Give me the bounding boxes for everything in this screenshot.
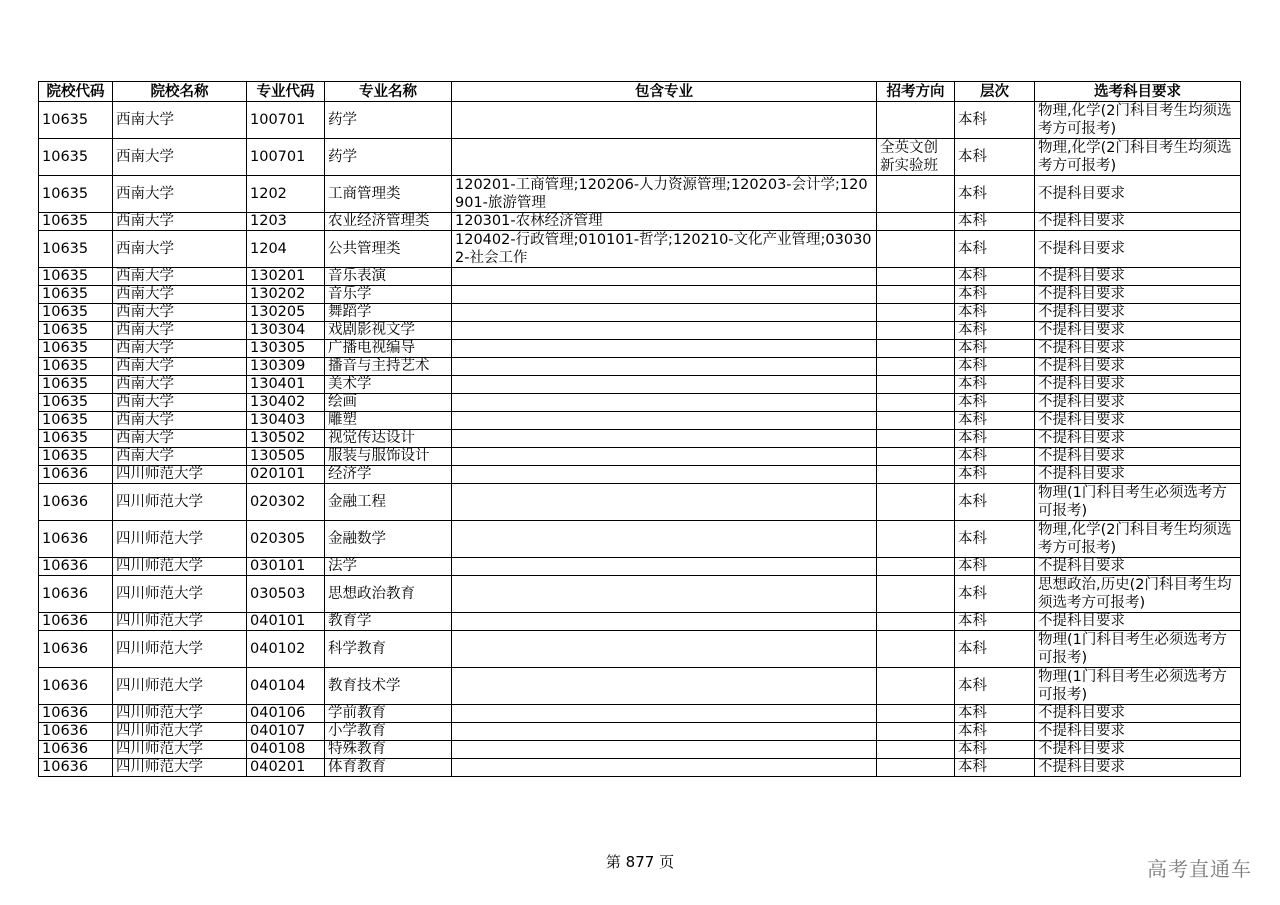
major-name-cell: 学前教育 [325,705,452,723]
subject-requirement-cell: 不提科目要求 [1035,613,1241,631]
direction-cell [877,668,955,705]
included-majors-cell [452,268,877,286]
included-majors-cell [452,430,877,448]
major-code-cell: 130205 [247,304,325,322]
school-name-cell: 四川师范大学 [113,723,247,741]
subject-requirement-cell: 不提科目要求 [1035,466,1241,484]
school-name-cell: 四川师范大学 [113,759,247,777]
school-name-cell: 西南大学 [113,376,247,394]
major-code-cell: 100701 [247,102,325,139]
direction-cell: 全英文创新实验班 [877,139,955,176]
included-majors-cell [452,484,877,521]
direction-cell [877,466,955,484]
direction-cell [877,484,955,521]
level-cell: 本科 [955,268,1035,286]
direction-cell [877,558,955,576]
table-row [39,304,1241,322]
direction-cell [877,102,955,139]
included-majors-cell [452,102,877,139]
school-name-cell: 四川师范大学 [113,631,247,668]
level-cell: 本科 [955,723,1035,741]
school-code-cell: 10636 [39,705,113,723]
major-code-cell: 130403 [247,412,325,430]
watermark: 高考直通车 [1147,857,1252,881]
school-name-cell: 四川师范大学 [113,741,247,759]
school-code-cell: 10635 [39,213,113,231]
major-name-cell: 金融数学 [325,521,452,558]
major-name-cell: 视觉传达设计 [325,430,452,448]
major-name-cell: 音乐学 [325,286,452,304]
school-name-cell: 四川师范大学 [113,558,247,576]
included-majors-cell [452,358,877,376]
major-name-cell: 农业经济管理类 [325,213,452,231]
school-code-cell: 10635 [39,231,113,268]
school-name-cell: 四川师范大学 [113,668,247,705]
subject-requirement-cell: 不提科目要求 [1035,286,1241,304]
level-cell: 本科 [955,759,1035,777]
table-row [39,412,1241,430]
included-majors-cell [452,340,877,358]
table-row [39,466,1241,484]
major-code-cell: 040106 [247,705,325,723]
school-code-cell: 10635 [39,176,113,213]
major-name-cell: 特殊教育 [325,741,452,759]
major-code-cell: 020101 [247,466,325,484]
included-majors-cell [452,322,877,340]
table-row [39,723,1241,741]
major-code-cell: 130309 [247,358,325,376]
included-majors-cell: 120301-农林经济管理 [452,213,877,231]
table-row [39,448,1241,466]
school-name-cell: 西南大学 [113,268,247,286]
header-direction: 招考方向 [877,82,955,102]
direction-cell [877,705,955,723]
major-name-cell: 教育学 [325,613,452,631]
header-major-name: 专业名称 [325,82,452,102]
included-majors-cell [452,705,877,723]
major-name-cell: 播音与主持艺术 [325,358,452,376]
table-row [39,176,1241,213]
direction-cell [877,340,955,358]
major-code-cell: 130202 [247,286,325,304]
level-cell: 本科 [955,668,1035,705]
admission-table [38,81,1241,777]
school-name-cell: 四川师范大学 [113,705,247,723]
direction-cell [877,741,955,759]
school-name-cell: 四川师范大学 [113,466,247,484]
major-name-cell: 服装与服饰设计 [325,448,452,466]
direction-cell [877,759,955,777]
included-majors-cell [452,558,877,576]
level-cell: 本科 [955,741,1035,759]
included-majors-cell [452,576,877,613]
major-code-cell: 040104 [247,668,325,705]
subject-requirement-cell: 不提科目要求 [1035,705,1241,723]
major-name-cell: 科学教育 [325,631,452,668]
table-row [39,213,1241,231]
direction-cell [877,631,955,668]
subject-requirement-cell: 不提科目要求 [1035,741,1241,759]
header-school-code: 院校代码 [39,82,113,102]
table-row [39,268,1241,286]
level-cell: 本科 [955,102,1035,139]
direction-cell [877,213,955,231]
school-code-cell: 10636 [39,723,113,741]
school-code-cell: 10636 [39,558,113,576]
subject-requirement-cell: 不提科目要求 [1035,448,1241,466]
major-name-cell: 雕塑 [325,412,452,430]
major-code-cell: 040201 [247,759,325,777]
level-cell: 本科 [955,394,1035,412]
level-cell: 本科 [955,304,1035,322]
school-name-cell: 西南大学 [113,448,247,466]
included-majors-cell: 120402-行政管理;010101-哲学;120210-文化产业管理;030302-社会工作 [452,231,877,268]
major-code-cell: 130304 [247,322,325,340]
level-cell: 本科 [955,484,1035,521]
major-name-cell: 药学 [325,102,452,139]
major-code-cell: 020305 [247,521,325,558]
level-cell: 本科 [955,448,1035,466]
table-row [39,521,1241,558]
level-cell: 本科 [955,466,1035,484]
included-majors-cell [452,631,877,668]
major-code-cell: 100701 [247,139,325,176]
direction-cell [877,231,955,268]
header-subject-requirement: 选考科目要求 [1035,82,1241,102]
level-cell: 本科 [955,576,1035,613]
subject-requirement-cell: 物理(1门科目考生必须选考方可报考) [1035,668,1241,705]
major-code-cell: 1204 [247,231,325,268]
major-name-cell: 体育教育 [325,759,452,777]
school-name-cell: 西南大学 [113,322,247,340]
direction-cell [877,521,955,558]
school-name-cell: 四川师范大学 [113,521,247,558]
major-name-cell: 工商管理类 [325,176,452,213]
page-number: 第 877 页 [605,853,675,871]
major-code-cell: 030101 [247,558,325,576]
level-cell: 本科 [955,376,1035,394]
direction-cell [877,304,955,322]
school-code-cell: 10636 [39,521,113,558]
subject-requirement-cell: 不提科目要求 [1035,376,1241,394]
table-row [39,430,1241,448]
included-majors-cell [452,412,877,430]
direction-cell [877,412,955,430]
subject-requirement-cell: 不提科目要求 [1035,412,1241,430]
header-level: 层次 [955,82,1035,102]
school-code-cell: 10635 [39,102,113,139]
school-name-cell: 西南大学 [113,213,247,231]
subject-requirement-cell: 不提科目要求 [1035,304,1241,322]
major-code-cell: 1203 [247,213,325,231]
included-majors-cell [452,521,877,558]
table-row [39,358,1241,376]
major-name-cell: 公共管理类 [325,231,452,268]
table-row [39,576,1241,613]
included-majors-cell [452,613,877,631]
major-code-cell: 130402 [247,394,325,412]
included-majors-cell [452,759,877,777]
direction-cell [877,268,955,286]
major-code-cell: 040102 [247,631,325,668]
direction-cell [877,322,955,340]
school-name-cell: 西南大学 [113,286,247,304]
school-code-cell: 10635 [39,376,113,394]
level-cell: 本科 [955,430,1035,448]
school-code-cell: 10636 [39,466,113,484]
major-name-cell: 法学 [325,558,452,576]
major-name-cell: 金融工程 [325,484,452,521]
header-included-majors: 包含专业 [452,82,877,102]
direction-cell [877,448,955,466]
direction-cell [877,176,955,213]
school-name-cell: 西南大学 [113,358,247,376]
table-row [39,613,1241,631]
included-majors-cell: 120201-工商管理;120206-人力资源管理;120203-会计学;120901-旅游管理 [452,176,877,213]
included-majors-cell [452,741,877,759]
subject-requirement-cell: 思想政治,历史(2门科目考生均须选考方可报考) [1035,576,1241,613]
school-name-cell: 西南大学 [113,304,247,322]
school-code-cell: 10635 [39,394,113,412]
school-code-cell: 10635 [39,412,113,430]
subject-requirement-cell: 不提科目要求 [1035,558,1241,576]
level-cell: 本科 [955,358,1035,376]
direction-cell [877,613,955,631]
header-school-name: 院校名称 [113,82,247,102]
direction-cell [877,576,955,613]
table-row [39,322,1241,340]
school-code-cell: 10635 [39,286,113,304]
level-cell: 本科 [955,631,1035,668]
school-name-cell: 四川师范大学 [113,576,247,613]
major-code-cell: 040107 [247,723,325,741]
major-name-cell: 广播电视编导 [325,340,452,358]
school-name-cell: 四川师范大学 [113,613,247,631]
table-row [39,286,1241,304]
school-code-cell: 10636 [39,668,113,705]
school-code-cell: 10635 [39,304,113,322]
table-row [39,231,1241,268]
school-code-cell: 10636 [39,484,113,521]
major-code-cell: 130502 [247,430,325,448]
direction-cell [877,394,955,412]
table-row [39,558,1241,576]
subject-requirement-cell: 不提科目要求 [1035,268,1241,286]
subject-requirement-cell: 不提科目要求 [1035,176,1241,213]
level-cell: 本科 [955,613,1035,631]
subject-requirement-cell: 不提科目要求 [1035,340,1241,358]
school-code-cell: 10636 [39,741,113,759]
level-cell: 本科 [955,521,1035,558]
school-code-cell: 10636 [39,631,113,668]
school-name-cell: 西南大学 [113,412,247,430]
subject-requirement-cell: 不提科目要求 [1035,430,1241,448]
school-code-cell: 10636 [39,759,113,777]
included-majors-cell [452,286,877,304]
subject-requirement-cell: 不提科目要求 [1035,231,1241,268]
major-code-cell: 130505 [247,448,325,466]
school-name-cell: 西南大学 [113,139,247,176]
table-row [39,376,1241,394]
level-cell: 本科 [955,231,1035,268]
table-row [39,102,1241,139]
header-major-code: 专业代码 [247,82,325,102]
included-majors-cell [452,466,877,484]
level-cell: 本科 [955,286,1035,304]
table-row [39,705,1241,723]
table-row [39,759,1241,777]
included-majors-cell [452,304,877,322]
header-row [39,82,1241,102]
school-code-cell: 10635 [39,268,113,286]
table-row [39,340,1241,358]
school-code-cell: 10635 [39,340,113,358]
school-name-cell: 西南大学 [113,430,247,448]
school-code-cell: 10636 [39,613,113,631]
included-majors-cell [452,448,877,466]
major-name-cell: 音乐表演 [325,268,452,286]
subject-requirement-cell: 物理(1门科目考生必须选考方可报考) [1035,631,1241,668]
direction-cell [877,286,955,304]
included-majors-cell [452,139,877,176]
subject-requirement-cell: 不提科目要求 [1035,759,1241,777]
level-cell: 本科 [955,412,1035,430]
school-code-cell: 10635 [39,448,113,466]
table-row [39,139,1241,176]
table-row [39,631,1241,668]
major-code-cell: 030503 [247,576,325,613]
level-cell: 本科 [955,558,1035,576]
direction-cell [877,376,955,394]
subject-requirement-cell: 不提科目要求 [1035,358,1241,376]
table-row [39,668,1241,705]
major-code-cell: 130305 [247,340,325,358]
major-name-cell: 舞蹈学 [325,304,452,322]
major-code-cell: 1202 [247,176,325,213]
school-code-cell: 10635 [39,139,113,176]
major-name-cell: 绘画 [325,394,452,412]
included-majors-cell [452,376,877,394]
level-cell: 本科 [955,213,1035,231]
table-row [39,394,1241,412]
subject-requirement-cell: 物理,化学(2门科目考生均须选考方可报考) [1035,139,1241,176]
level-cell: 本科 [955,705,1035,723]
major-code-cell: 130401 [247,376,325,394]
school-name-cell: 西南大学 [113,102,247,139]
major-name-cell: 药学 [325,139,452,176]
school-name-cell: 四川师范大学 [113,484,247,521]
school-name-cell: 西南大学 [113,231,247,268]
level-cell: 本科 [955,176,1035,213]
subject-requirement-cell: 不提科目要求 [1035,723,1241,741]
major-code-cell: 130201 [247,268,325,286]
major-name-cell: 美术学 [325,376,452,394]
school-code-cell: 10635 [39,430,113,448]
subject-requirement-cell: 不提科目要求 [1035,213,1241,231]
major-name-cell: 思想政治教育 [325,576,452,613]
major-code-cell: 040101 [247,613,325,631]
school-code-cell: 10635 [39,322,113,340]
table-row [39,741,1241,759]
level-cell: 本科 [955,139,1035,176]
major-code-cell: 040108 [247,741,325,759]
direction-cell [877,358,955,376]
major-name-cell: 小学教育 [325,723,452,741]
subject-requirement-cell: 不提科目要求 [1035,322,1241,340]
subject-requirement-cell: 物理,化学(2门科目考生均须选考方可报考) [1035,102,1241,139]
included-majors-cell [452,723,877,741]
level-cell: 本科 [955,322,1035,340]
major-code-cell: 020302 [247,484,325,521]
level-cell: 本科 [955,340,1035,358]
school-name-cell: 西南大学 [113,340,247,358]
direction-cell [877,430,955,448]
school-code-cell: 10636 [39,576,113,613]
major-name-cell: 经济学 [325,466,452,484]
included-majors-cell [452,394,877,412]
included-majors-cell [452,668,877,705]
direction-cell [877,723,955,741]
subject-requirement-cell: 物理(1门科目考生必须选考方可报考) [1035,484,1241,521]
subject-requirement-cell: 物理,化学(2门科目考生均须选考方可报考) [1035,521,1241,558]
school-code-cell: 10635 [39,358,113,376]
school-name-cell: 西南大学 [113,176,247,213]
school-name-cell: 西南大学 [113,394,247,412]
major-name-cell: 戏剧影视文学 [325,322,452,340]
subject-requirement-cell: 不提科目要求 [1035,394,1241,412]
table-row [39,484,1241,521]
major-name-cell: 教育技术学 [325,668,452,705]
